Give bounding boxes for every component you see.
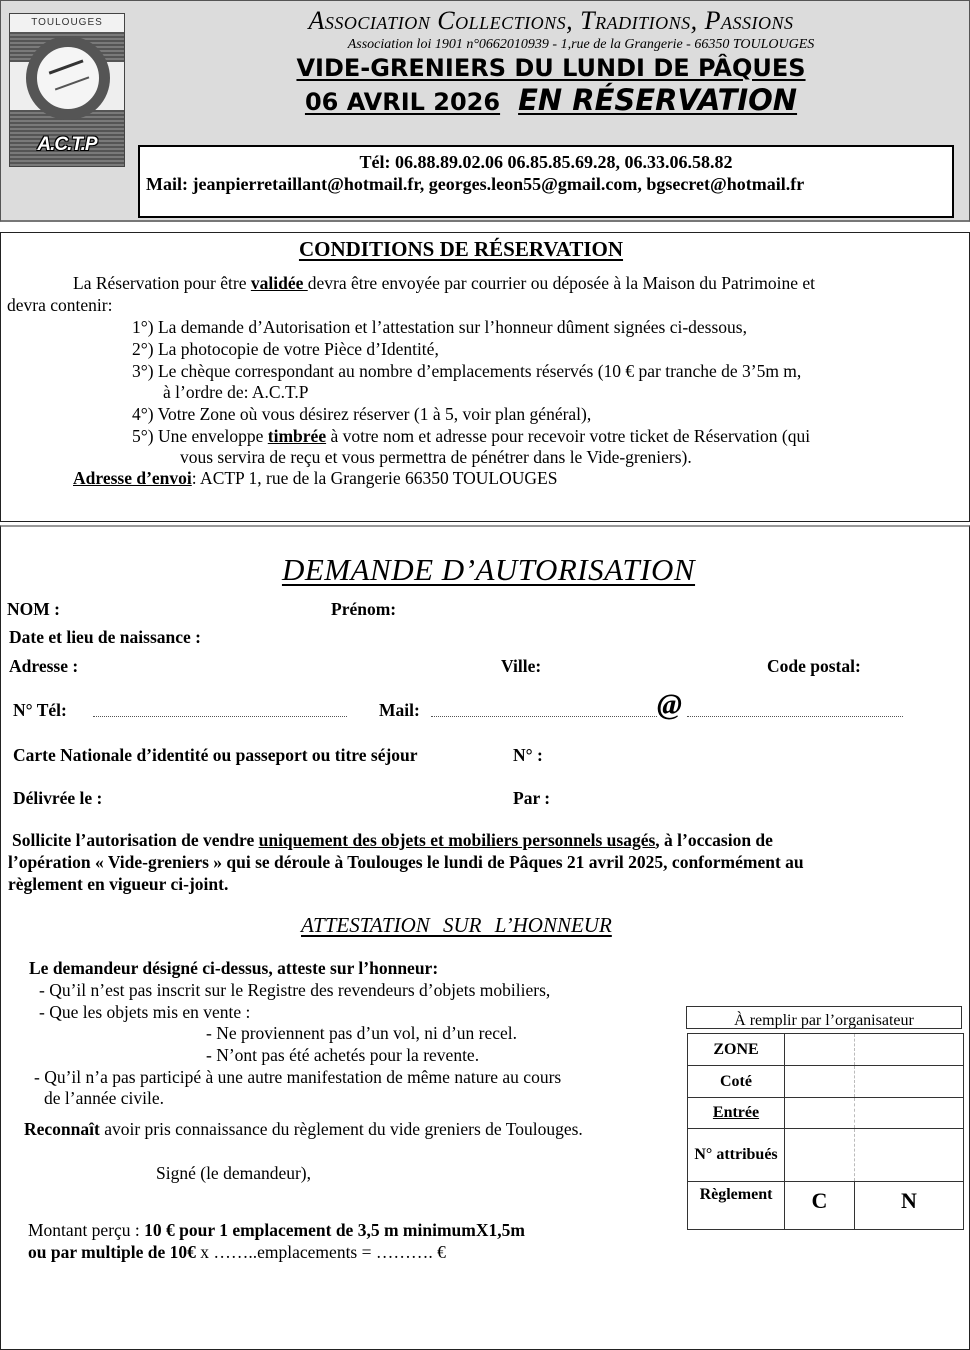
sollicite-line2: l’opération « Vide-greniers » qui se déroule à Toulouges le lundi de Pâques 21 avril 2025, conformément au	[8, 852, 804, 872]
organiser-row-entree	[688, 1098, 964, 1129]
zone-cell-2[interactable]	[855, 1034, 964, 1066]
reconnait-bold: Reconnaît	[24, 1119, 100, 1139]
sollicite-line1	[12, 829, 773, 851]
montant-label: Montant perçu :	[28, 1220, 145, 1240]
attestation-line-2: - Que les objets mis en vente :	[39, 1002, 251, 1022]
item5-timbree: timbrée	[267, 426, 327, 446]
carte-label: Carte Nationale d’identité ou passeport ou titre séjour	[13, 745, 418, 765]
cote-cell-1[interactable]	[785, 1066, 855, 1098]
contact-phones: Tél: 06.88.89.02.06 06.85.85.69.28, 06.33.06.58.82	[359, 152, 733, 172]
montant-line2	[28, 1241, 446, 1263]
organiser-row-numeros	[688, 1129, 964, 1182]
numeros-label: N° attribués	[688, 1129, 785, 1182]
item5-text: 5°) Une enveloppe	[132, 426, 268, 446]
entree-label: Entrée	[688, 1098, 785, 1129]
code-postal-label: Code postal:	[767, 656, 861, 676]
request-title-text: DEMANDE D’AUTORISATION	[281, 552, 696, 587]
send-address-value: : ACTP 1, rue de la Grangerie 66350 TOULOUGES	[191, 468, 558, 488]
montant-line1	[28, 1219, 525, 1241]
condition-item-3-cont: à l’ordre de: A.C.T.P	[163, 382, 309, 402]
reglement-numeraire[interactable]: N	[855, 1182, 964, 1230]
condition-item-1: 1°) La demande d’Autorisation et l’attestation sur l’honneur dûment signées ci-dessous,	[132, 317, 747, 337]
organiser-row-zone	[688, 1034, 964, 1066]
header-banner	[0, 0, 970, 222]
logo-bottom-text: A.C.T.P	[37, 134, 97, 155]
event-date: 06 AVRIL 2026	[304, 88, 501, 116]
actp-logo	[9, 13, 125, 167]
send-address	[73, 467, 557, 489]
at-sign-icon: @	[657, 688, 682, 721]
attestation-line-5: - Qu’il n’a pas participé à une autre manifestation de même nature au cours	[34, 1067, 562, 1087]
mail-label: Mail:	[379, 700, 420, 720]
zone-label: ZONE	[688, 1034, 785, 1066]
par-label: Par :	[513, 788, 551, 808]
montant-calc: x ……..emplacements = ………. €	[195, 1242, 446, 1262]
association-subtitle: Association loi 1901 n°0662010939 - 1,rue de la Grangerie - 66350 TOULOUGES	[347, 37, 815, 52]
adresse-label: Adresse :	[9, 656, 79, 676]
nom-label: NOM :	[7, 599, 60, 619]
contact-emails: Mail: jeanpierretaillant@hotmail.fr, georges.leon55@gmail.com, bgsecret@hotmail.fr	[146, 174, 805, 194]
condition-item-5-cont: vous servira de reçu et vous permettra de pénétrer dans le Vide-greniers).	[180, 447, 692, 467]
organiser-row-cote	[688, 1066, 964, 1098]
attestation-line-3: - Ne proviennent pas d’un vol, ni d’un recel.	[206, 1023, 518, 1043]
request-title	[1, 552, 970, 588]
conditions-title: CONDITIONS DE RÉSERVATION	[298, 237, 624, 261]
delivree-label: Délivrée le :	[13, 788, 103, 808]
sollicite-line3: règlement en vigueur ci-joint.	[8, 874, 229, 894]
mail-user-input-line[interactable]	[431, 716, 657, 717]
prenom-label: Prénom:	[331, 599, 397, 619]
montant-multiple: ou par multiple de 10€	[28, 1242, 196, 1262]
sollicite-text-end: , à l’occasion de	[655, 830, 773, 850]
logo-ring-icon	[26, 36, 110, 120]
attestation-line-1: - Qu’il n’est pas inscrit sur le Registre des revendeurs d’objets mobiliers,	[39, 980, 551, 1000]
zone-cell-1[interactable]	[785, 1034, 855, 1066]
send-address-label: Adresse d’envoi	[73, 468, 192, 488]
conditions-intro	[73, 272, 815, 294]
reglement-label: Règlement	[688, 1182, 785, 1230]
sollicite-text: Sollicite l’autorisation de vendre	[12, 830, 259, 850]
attestation-line-6: de l’année civile.	[44, 1088, 165, 1108]
ville-label: Ville:	[501, 656, 542, 676]
intro-text-end: devra être envoyée par courrier ou déposée à la Maison du Patrimoine et	[307, 273, 816, 293]
association-name: Association Collections, Traditions, Passions	[308, 6, 794, 35]
naissance-label: Date et lieu de naissance :	[9, 627, 201, 647]
condition-item-4: 4°) Votre Zone où vous désirez réserver (1 à 5, voir plan général),	[132, 404, 592, 424]
reglement-cheque[interactable]: C	[785, 1182, 855, 1230]
logo-top-text: TOULOUGES	[10, 14, 124, 32]
event-status: EN RÉSERVATION	[518, 83, 798, 117]
attestation-lead: Le demandeur désigné ci-dessus, atteste sur l’honneur:	[29, 958, 439, 978]
montant-bold: 10 € pour 1 emplacement de 3,5 m minimumX1,5m	[144, 1220, 525, 1240]
condition-item-2: 2°) La photocopie de votre Pièce d’Identité,	[132, 339, 439, 359]
cote-cell-2[interactable]	[855, 1066, 964, 1098]
conditions-section	[0, 232, 970, 522]
attestation-title: ATTESTATION SUR L’HONNEUR	[301, 913, 612, 937]
condition-item-5	[132, 425, 810, 447]
item5-text-end: à votre nom et adresse pour recevoir votre ticket de Réservation (qui	[326, 426, 811, 446]
organiser-header: À remplir par l’organisateur	[686, 1006, 962, 1029]
tel-label: N° Tél:	[13, 700, 67, 720]
attestation-line-4: - N’ont pas été achetés pour la revente.	[206, 1045, 480, 1065]
event-date-line	[131, 83, 970, 119]
entree-cell-1[interactable]	[785, 1098, 855, 1129]
numeros-cell-2[interactable]	[855, 1129, 964, 1182]
cote-label: Coté	[688, 1066, 785, 1098]
reconnait-line	[24, 1118, 583, 1140]
contact-box	[138, 145, 954, 218]
event-title-text: VIDE-GRENIERS DU LUNDI DE PÂQUES	[296, 54, 806, 82]
organiser-row-reglement	[688, 1182, 964, 1230]
condition-item-3: 3°) Le chèque correspondant au nombre d’emplacements réservés (10 € par tranche de 3’5m m,	[132, 361, 802, 381]
intro-validee: validée	[250, 273, 308, 293]
numeros-cell-1[interactable]	[785, 1129, 855, 1182]
numero-label: N° :	[513, 745, 543, 765]
hand-branch-icon	[49, 59, 90, 90]
mail-domain-input-line[interactable]	[687, 716, 903, 717]
intro-text: La Réservation pour être	[73, 273, 251, 293]
event-title	[131, 53, 970, 83]
tel-input-line[interactable]	[93, 716, 347, 717]
signature-label: Signé (le demandeur),	[156, 1163, 312, 1183]
organiser-table	[687, 1033, 964, 1230]
sollicite-underlined: uniquement des objets et mobiliers personnels usagés	[258, 830, 656, 850]
reconnait-text: avoir pris connaissance du règlement du vide greniers de Toulouges.	[99, 1119, 583, 1139]
entree-cell-2[interactable]	[855, 1098, 964, 1129]
conditions-intro-line2: devra contenir:	[7, 295, 113, 315]
